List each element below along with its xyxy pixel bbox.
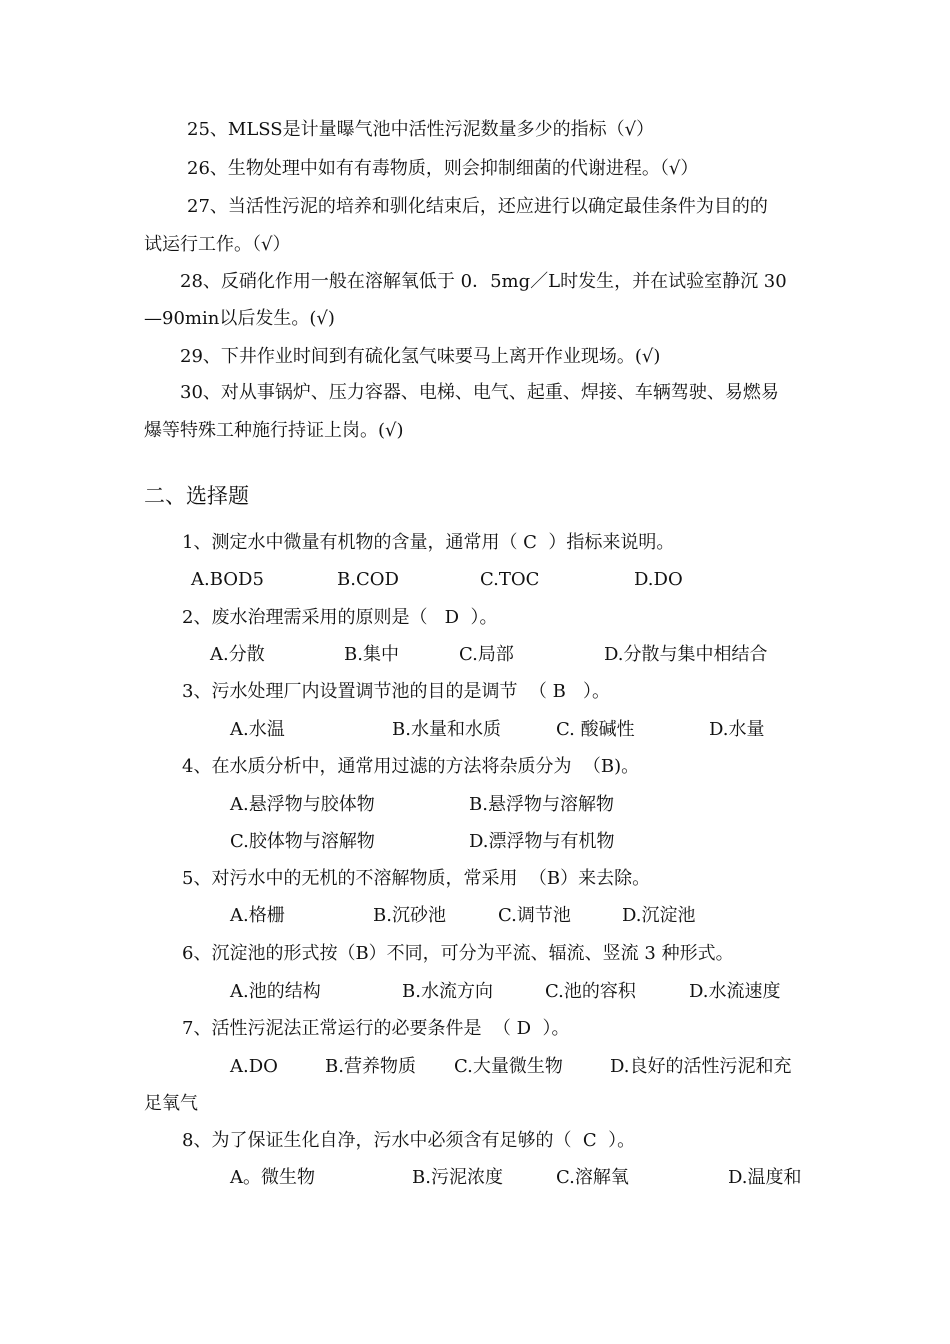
choice-q8-option-d: D.温度和 (728, 1167, 802, 1188)
choice-q3-option-b: B.水量和水质 (392, 719, 501, 740)
section-title: 二、选择题 (144, 484, 249, 508)
choice-q7-option-d: D.良好的活性污泥和充 (610, 1056, 792, 1077)
judgement-q25: 25、MLSS是计量曝气池中活性污泥数量多少的指标（√） (187, 119, 655, 140)
choice-q8-option-b: B.污泥浓度 (412, 1167, 503, 1188)
choice-q7-stem: 7、活性污泥法正常运行的必要条件是 （ D ）。 (182, 1018, 570, 1039)
judgement-q30-line2: 爆等特殊工种施行持证上岗。(√) (144, 420, 404, 441)
choice-q2-option-d: D.分散与集中相结合 (604, 644, 768, 665)
choice-q6-option-c: C.池的容积 (545, 981, 636, 1002)
judgement-q28-line2: —90min以后发生。(√) (144, 308, 335, 329)
choice-q5-option-d: D.沉淀池 (622, 905, 696, 926)
choice-q8-option-a: A。微生物 (230, 1167, 315, 1188)
choice-q6-stem: 6、沉淀池的形式按（B）不同，可分为平流、辐流、竖流 3 种形式。 (182, 943, 734, 964)
choice-q4-stem: 4、在水质分析中，通常用过滤的方法将杂质分为 （B)。 (182, 756, 640, 777)
choice-q7-option-b: B.营养物质 (325, 1056, 416, 1077)
choice-q2-stem: 2、废水治理需采用的原则是（ D ）。 (182, 607, 498, 628)
choice-q3-stem: 3、污水处理厂内设置调节池的目的是调节 （ B ）。 (182, 681, 611, 702)
choice-q1-option-c: C.TOC (480, 569, 540, 590)
choice-q1-option-a: A.BOD5 (191, 569, 264, 590)
choice-q8-option-c: C.溶解氧 (556, 1167, 629, 1188)
choice-q2-option-c: C.局部 (459, 644, 514, 665)
choice-q7-option-a: A.DO (230, 1056, 278, 1077)
choice-q1-stem: 1、测定水中微量有机物的含量，通常用（ C ）指标来说明。 (182, 532, 675, 553)
choice-q5-stem: 5、对污水中的无机的不溶解物质，常采用 （B）来去除。 (182, 868, 651, 889)
choice-q3-option-c: C. 酸碱性 (556, 719, 635, 740)
judgement-q30-line1: 30、对从事锅炉、压力容器、电梯、电气、起重、焊接、车辆驾驶、易燃易 (180, 382, 779, 403)
choice-q2-option-a: A.分散 (210, 644, 265, 665)
choice-q4-option-c: C.胶体物与溶解物 (230, 831, 375, 852)
choice-q3-option-a: A.水温 (230, 719, 285, 740)
choice-q8-stem: 8、为了保证生化自净，污水中必须含有足够的（ C ）。 (182, 1130, 636, 1151)
choice-q7-option-c: C.大量微生物 (454, 1056, 563, 1077)
judgement-q29: 29、下井作业时间到有硫化氢气味要马上离开作业现场。(√) (180, 346, 661, 367)
choice-q3-option-d: D.水量 (709, 719, 765, 740)
choice-q2-option-b: B.集中 (344, 644, 399, 665)
choice-q5-option-c: C.调节池 (498, 905, 571, 926)
choice-q6-option-d: D.水流速度 (689, 981, 781, 1002)
choice-q6-option-b: B.水流方向 (402, 981, 493, 1002)
choice-q5-option-b: B.沉砂池 (373, 905, 446, 926)
choice-q4-option-d: D.漂浮物与有机物 (469, 831, 615, 852)
judgement-q26: 26、生物处理中如有有毒物质，则会抑制细菌的代谢进程。（√） (187, 158, 699, 179)
choice-q7-option-d-continued: 足氧气 (144, 1093, 198, 1114)
choice-q4-option-b: B.悬浮物与溶解物 (469, 794, 614, 815)
judgement-q27-line2: 试运行工作。（√） (144, 234, 291, 255)
judgement-q27-line1: 27、当活性污泥的培养和驯化结束后，还应进行以确定最佳条件为目的的 (187, 196, 768, 217)
choice-q4-option-a: A.悬浮物与胶体物 (230, 794, 375, 815)
judgement-q28-line1: 28、反硝化作用一般在溶解氧低于 0．5mg／L时发生，并在试验室静沉 30 (180, 271, 787, 292)
choice-q6-option-a: A.池的结构 (230, 981, 321, 1002)
choice-q5-option-a: A.格栅 (230, 905, 285, 926)
choice-q1-option-d: D.DO (634, 569, 683, 590)
choice-q1-option-b: B.COD (337, 569, 399, 590)
